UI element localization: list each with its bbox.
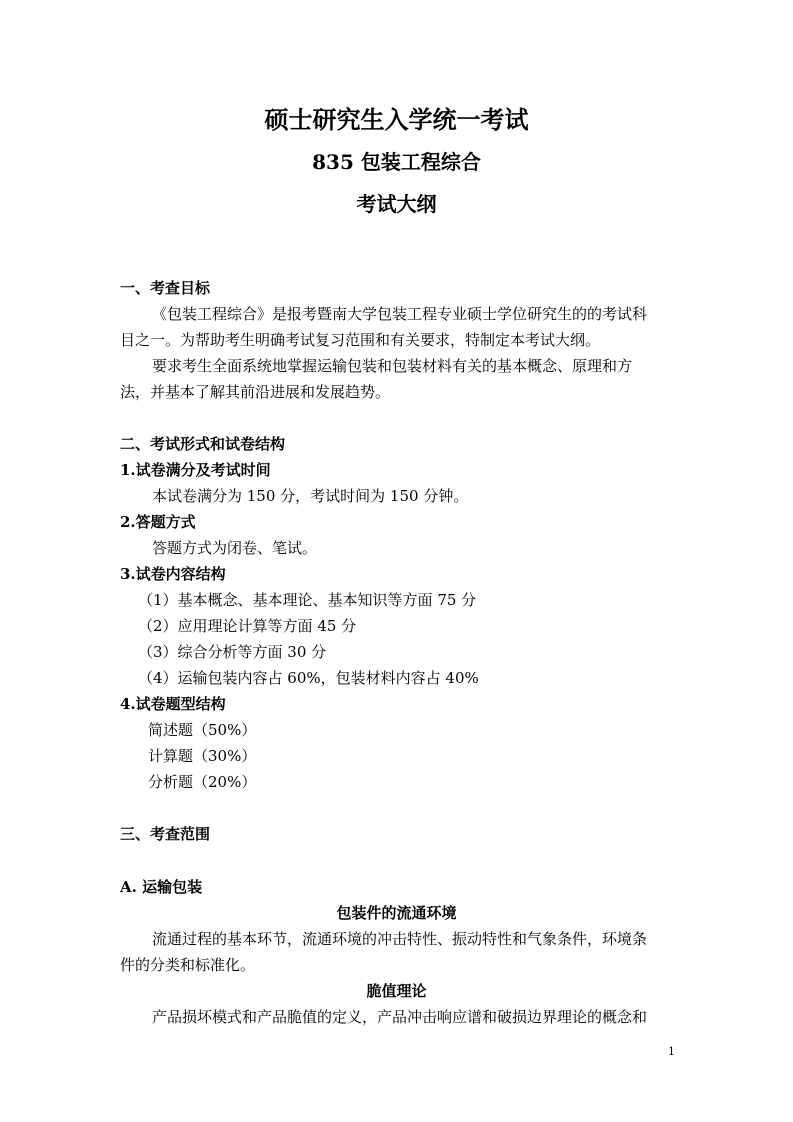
section1-heading: 一、考查目标 [120,279,211,297]
section1-para2-line1: 要求考生全面系统地掌握运输包装和包装材料有关的基本概念、原理和方 [152,357,633,375]
subject-title: 835 包装工程综合 [312,150,481,174]
question-type-2: 计算题（30%） [148,747,257,765]
section1-para1-line1: 《包装工程综合》是报考暨南大学包装工程专业硕士学位研究生的的考试科 [152,305,648,323]
content-line-3: （3）综合分析等方面 30 分 [138,643,327,661]
topic1-line2: 件的分类和标准化。 [120,956,256,974]
item2-heading: 2.答题方式 [120,513,196,531]
item1-heading: 1.试卷满分及考试时间 [120,461,271,479]
question-type-1: 简述题（50%） [148,721,257,739]
content-line-2: （2）应用理论计算等方面 45 分 [138,617,357,635]
item1-text: 本试卷满分为 150 分，考试时间为 150 分钟。 [152,487,469,505]
topic1-title: 包装件的流通环境 [336,904,457,922]
item2-text: 答题方式为闭卷、笔试。 [152,539,318,557]
page-number: 1 [668,1045,675,1058]
section3-heading: 三、考查范围 [120,825,211,843]
question-type-3: 分析题（20%） [148,773,257,791]
part-a-heading: A. 运输包装 [120,878,203,896]
content-line-1: （1）基本概念、基本理论、基本知识等方面 75 分 [138,591,477,609]
topic2-line1: 产品损坏模式和产品脆值的定义，产品冲击响应谱和破损边界理论的概念和 [152,1008,648,1026]
topic2-title: 脆值理论 [366,982,427,1000]
content-line-4: （4）运输包装内容占 60%，包装材料内容占 40% [138,669,479,687]
content-structure-heading: 3.试卷内容结构 [120,565,226,583]
section2-heading: 二、考试形式和试卷结构 [120,435,286,453]
topic1-line1: 流通过程的基本环节，流通环境的冲击特性、振动特性和气象条件，环境条 [152,930,648,948]
section1-para2-line2: 法，并基本了解其前沿进展和发展趋势。 [120,383,391,401]
question-types-heading: 4.试卷题型结构 [120,695,226,713]
document-title: 硕士研究生入学统一考试 [264,105,529,134]
section1-para1-line2: 目之一。为帮助考生明确考试复习范围和有关要求，特制定本考试大纲。 [120,331,601,349]
doc-type-title: 考试大纲 [356,192,437,216]
